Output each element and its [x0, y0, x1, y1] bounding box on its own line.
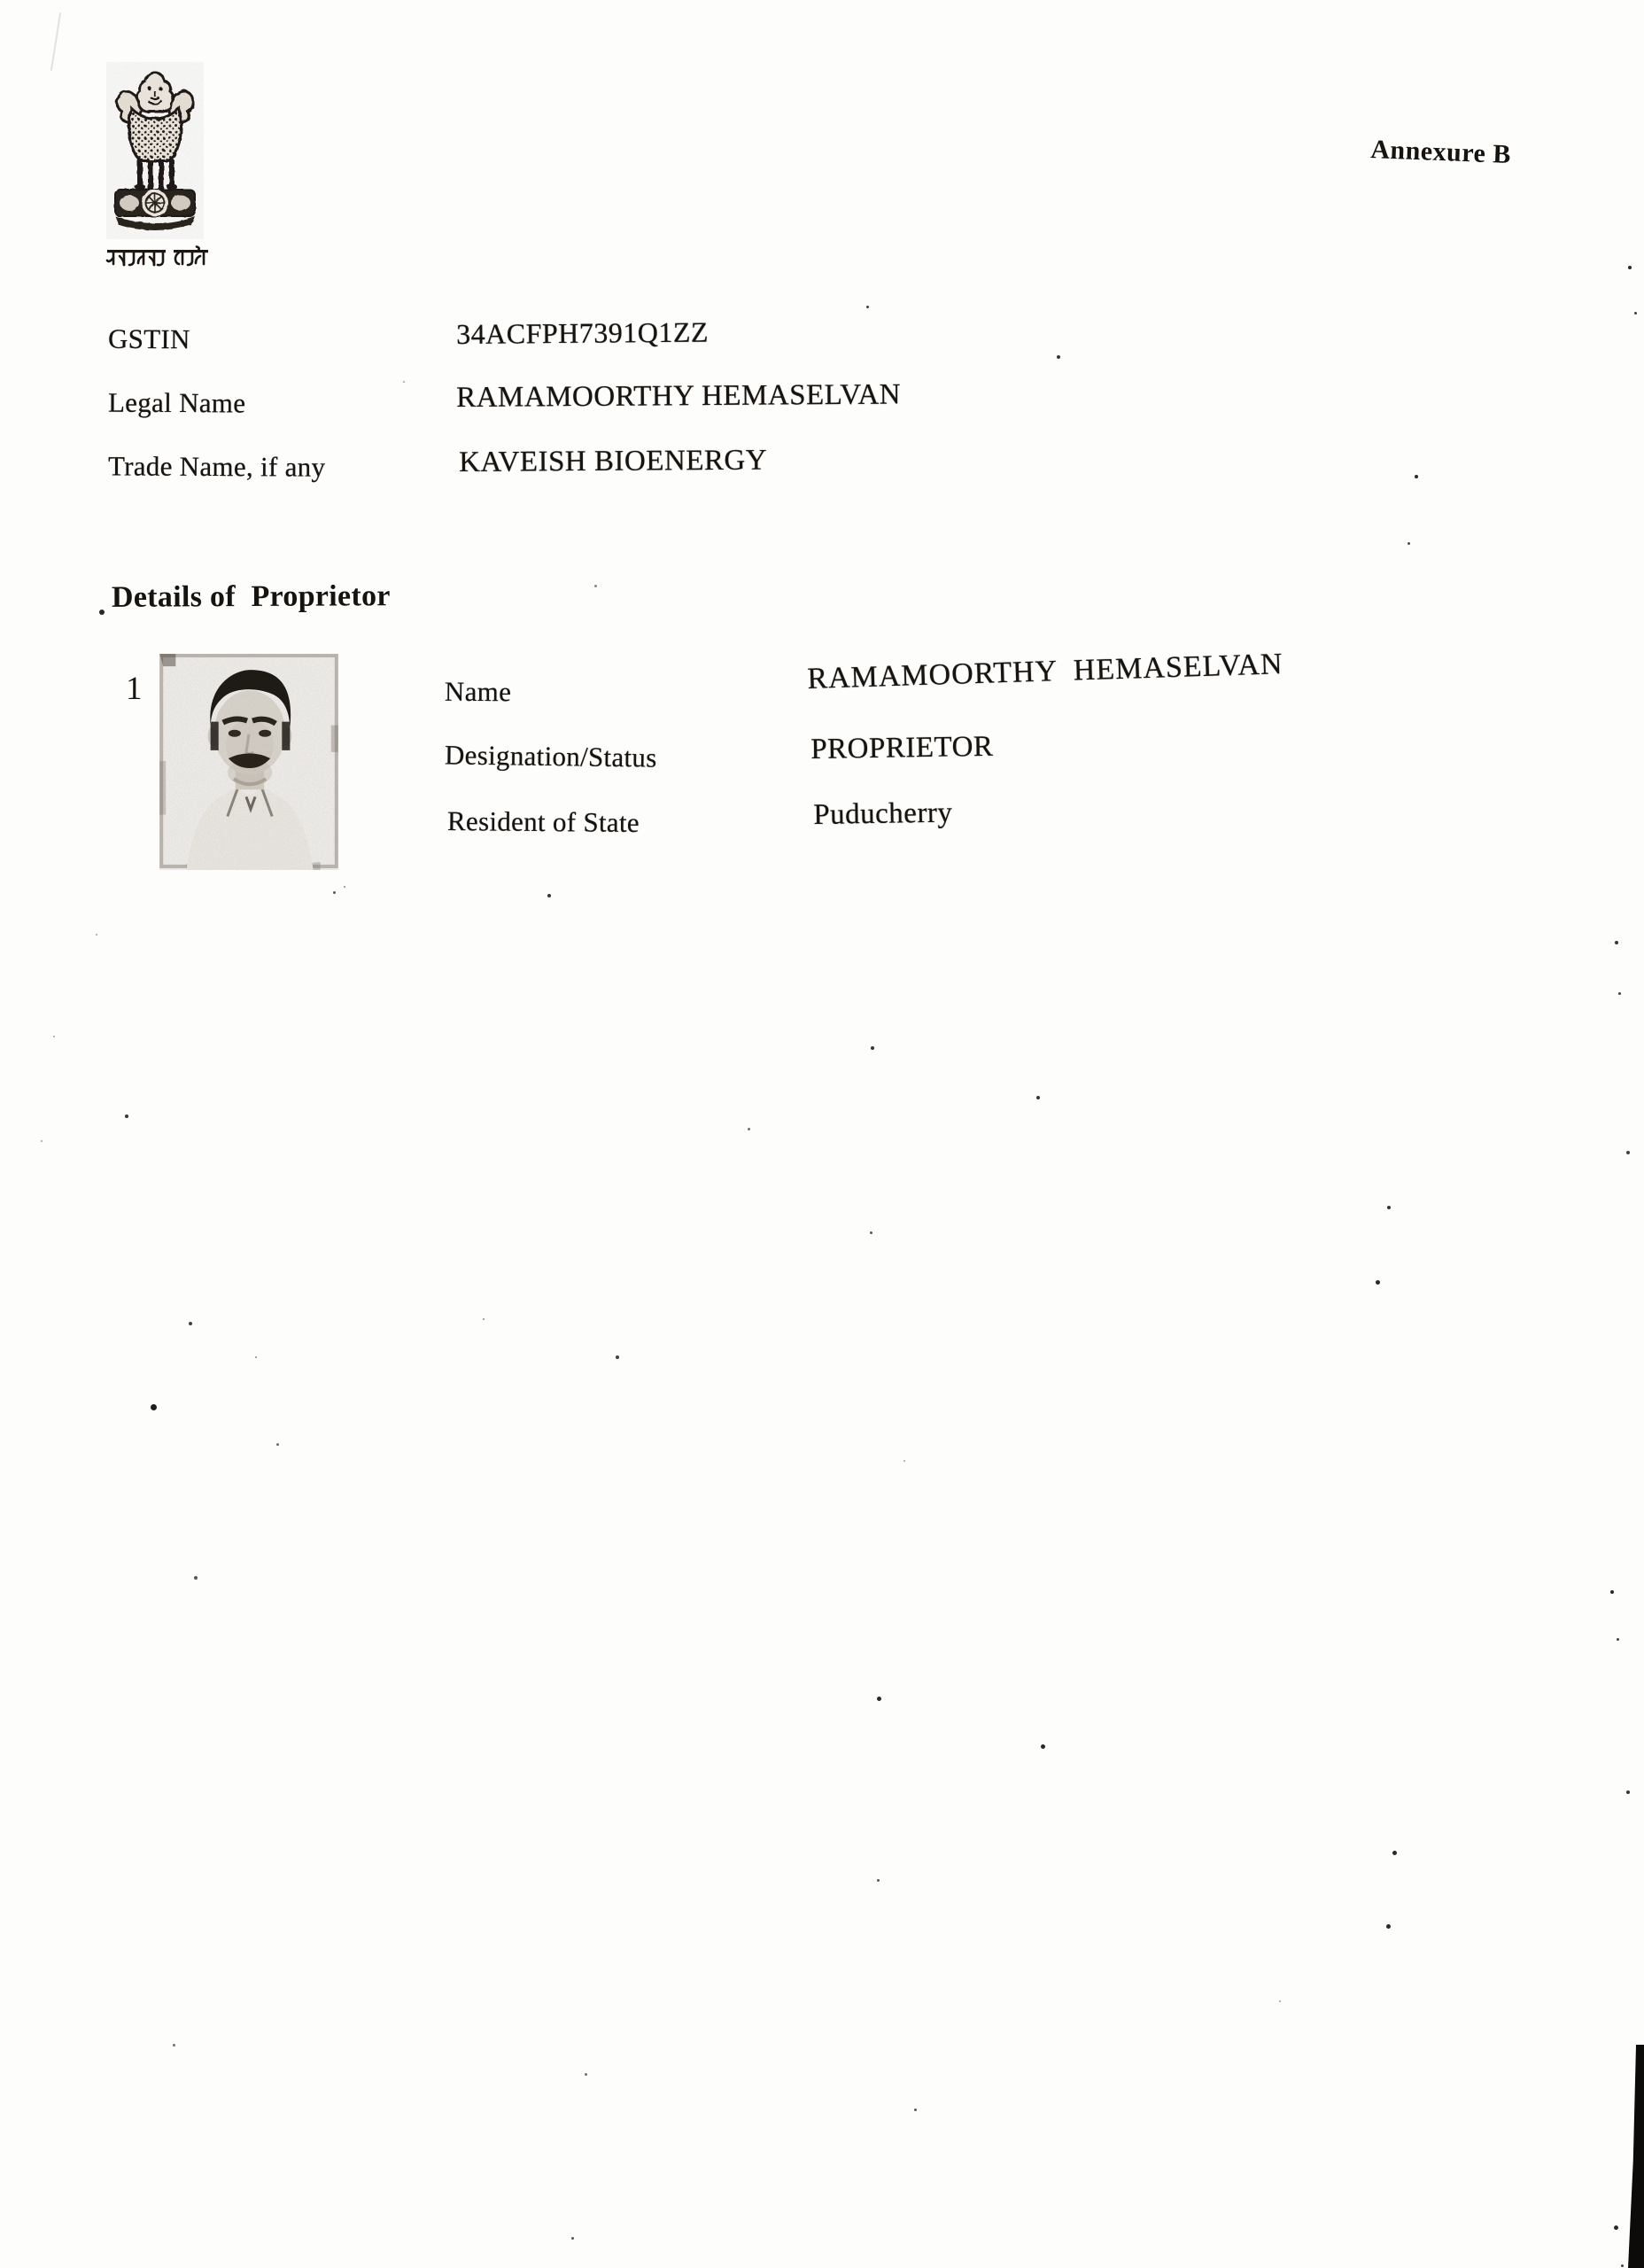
annexure-label: Annexure B [1369, 135, 1512, 170]
designation-status-label: Designation/Status [444, 739, 657, 773]
legal-name-value: RAMAMOORTHY HEMASELVAN [456, 378, 902, 414]
legal-name-label: Legal Name [107, 386, 246, 419]
scan-line-artifact [50, 12, 61, 71]
designation-status-value: PROPRIETOR [810, 730, 994, 765]
gstin-value: 34ACFPH7391Q1ZZ [456, 315, 710, 350]
india-national-emblem-icon [106, 62, 204, 239]
name-value: RAMAMOORTHY HEMASELVAN [806, 648, 1284, 696]
details-of-proprietor-heading: Details of Proprietor [111, 579, 391, 614]
gstin-label: GSTIN [107, 322, 190, 355]
resident-of-state-value: Puducherry [813, 796, 953, 831]
proprietor-index: 1 [126, 671, 143, 707]
proprietor-photo [159, 654, 338, 870]
name-label: Name [444, 675, 512, 708]
satyameva-jayate-motto [105, 245, 211, 273]
trade-name-value: KAVEISH BIOENERGY [459, 444, 768, 478]
trade-name-label: Trade Name, if any [107, 450, 326, 483]
scanner-edge-artifact [1628, 2045, 1644, 2268]
resident-of-state-label: Resident of State [446, 805, 640, 838]
